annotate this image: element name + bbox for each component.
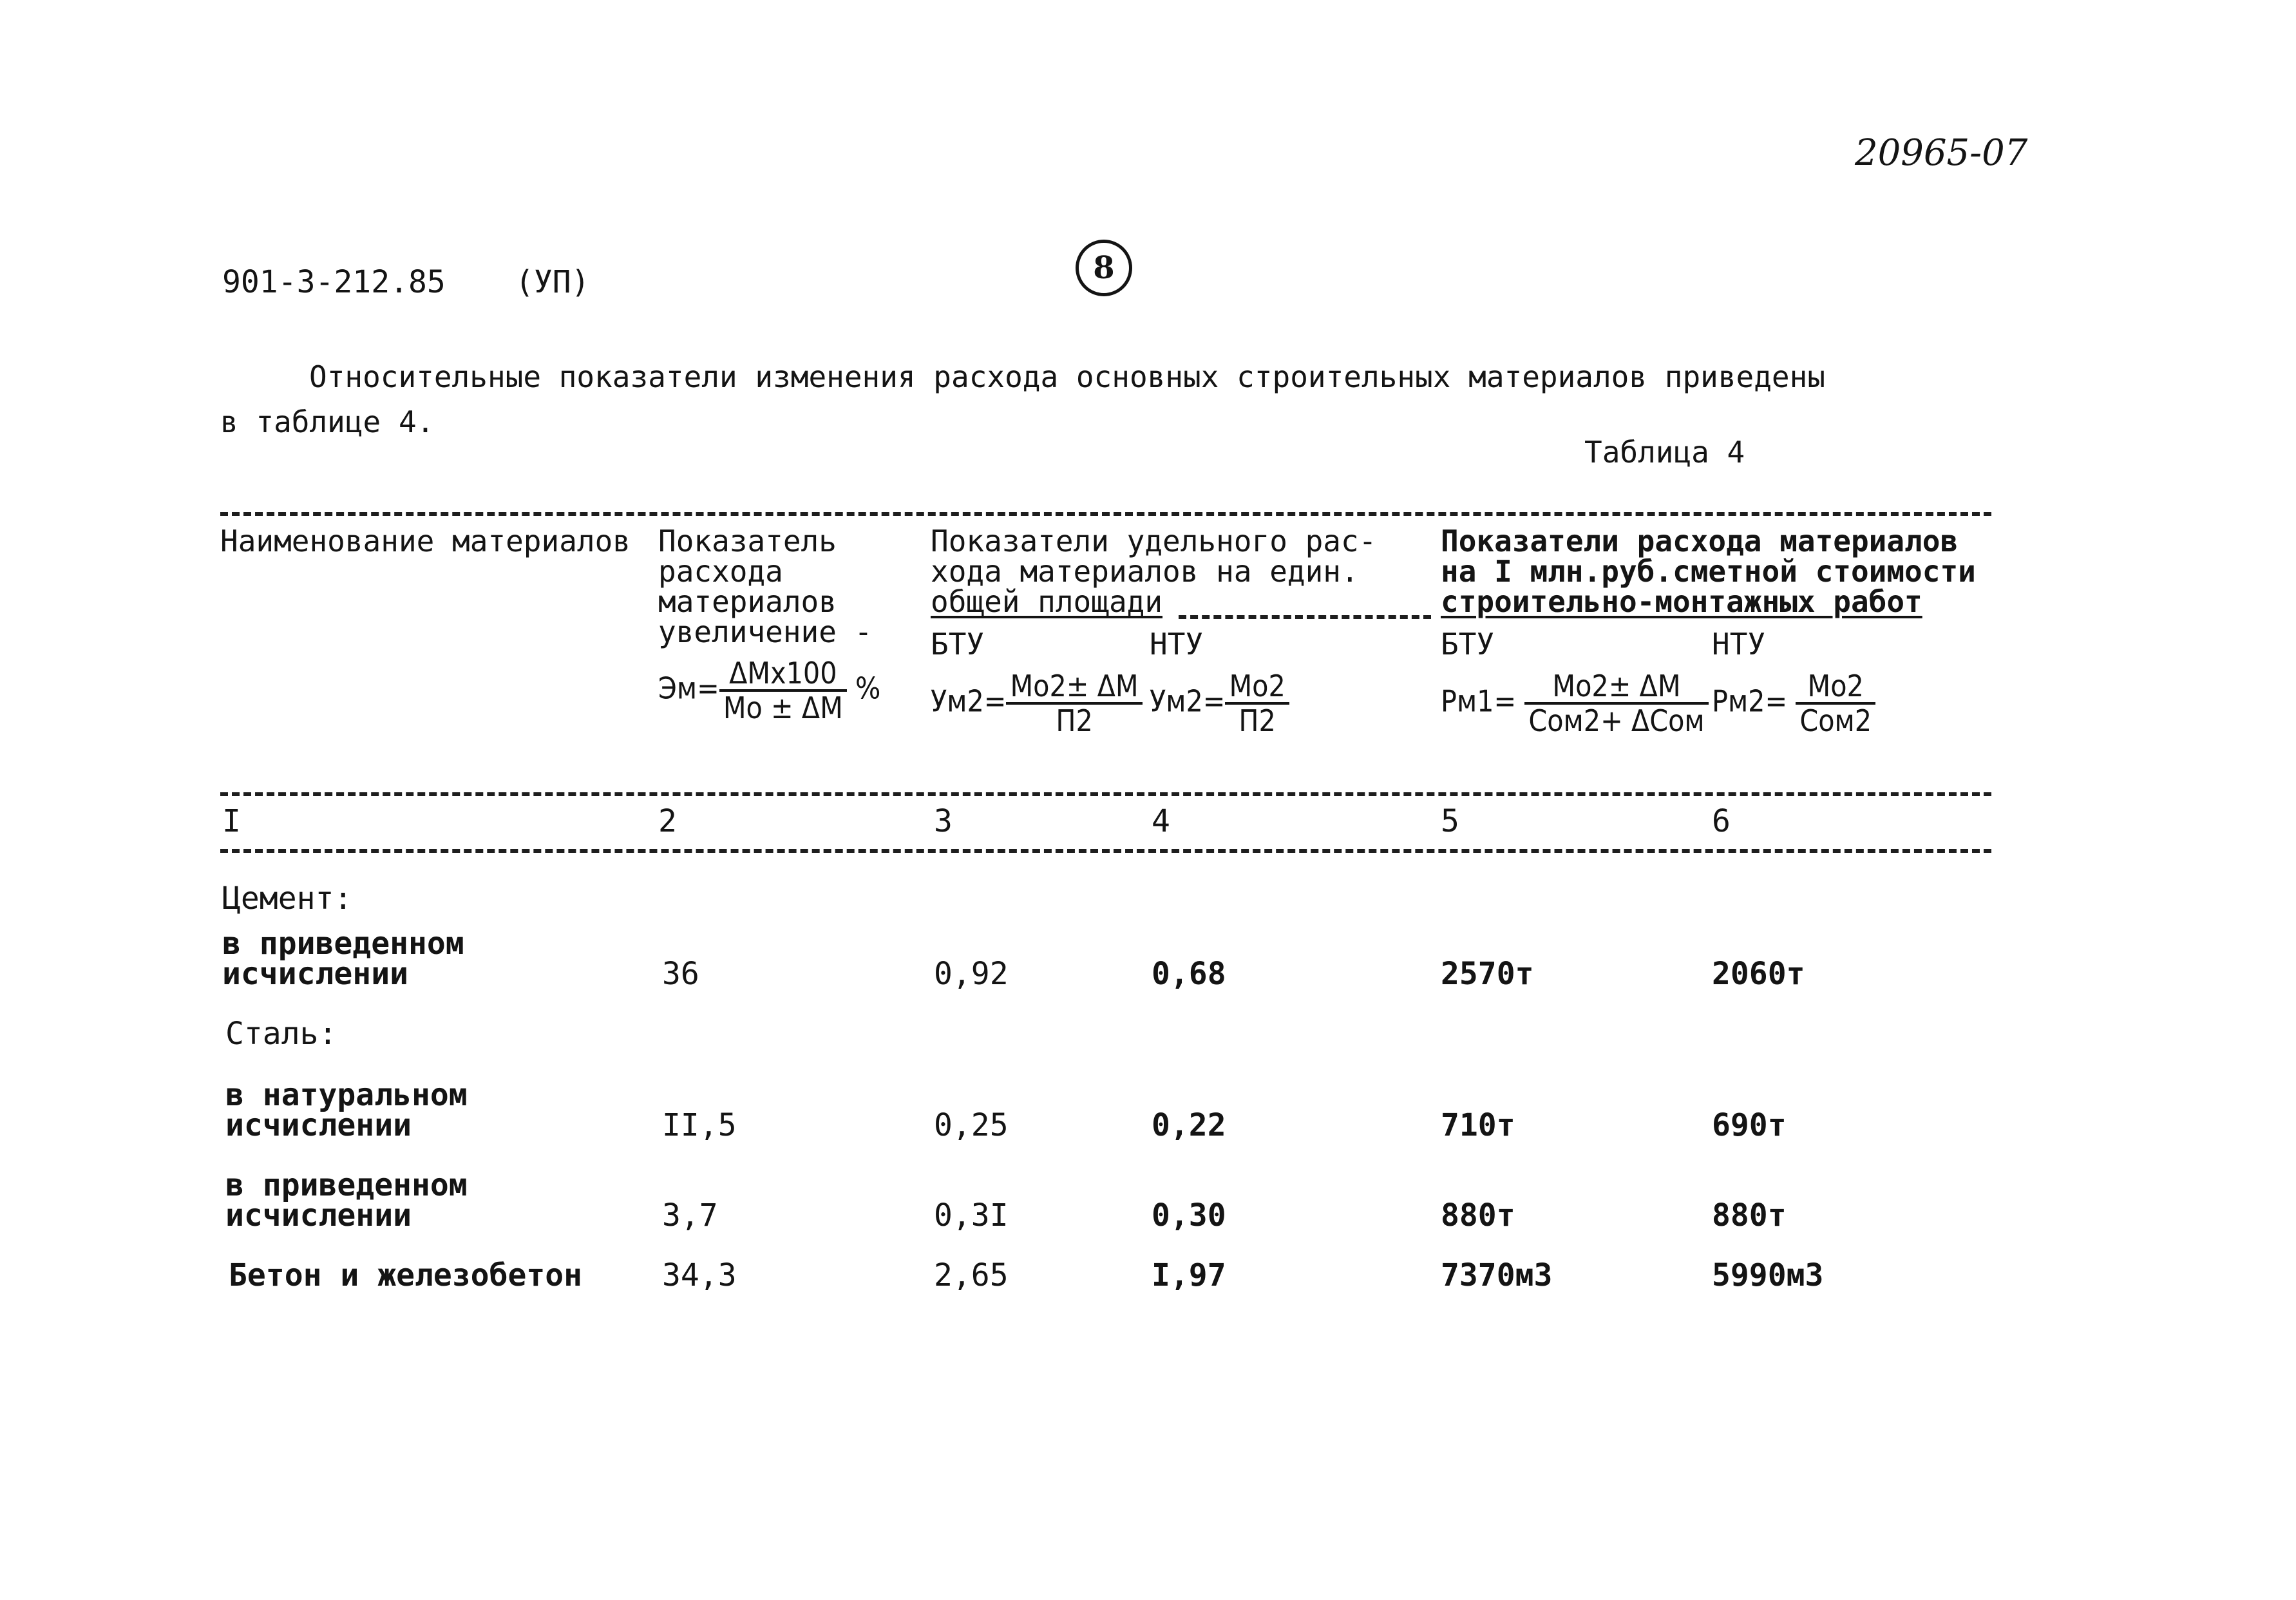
header-col2-line2: расхода — [658, 554, 783, 589]
formula-fraction — [1225, 670, 1289, 737]
row4-col5: 7370м3 — [1441, 1257, 1553, 1293]
formula-lhs: Рм1= — [1441, 683, 1517, 719]
column-number-5: 5 — [1441, 803, 1459, 839]
row2-col2: II,5 — [662, 1107, 737, 1143]
formula-fraction — [1796, 670, 1875, 737]
row4-name: Бетон и железобетон — [229, 1257, 583, 1293]
row3-col3: 0,3I — [934, 1197, 1009, 1233]
document-series: (УП) — [515, 264, 590, 300]
column-number-2: 2 — [658, 803, 677, 839]
row1-col3: 0,92 — [934, 956, 1009, 992]
row4-col6: 5990м3 — [1712, 1257, 1824, 1293]
header-col56-line2: на I млн.руб.сметной стоимости — [1441, 554, 1976, 589]
formula-numerator: ΔМx100 — [719, 657, 847, 692]
header-col3-formula — [931, 670, 1143, 737]
header-col5-sub: БТУ — [1441, 627, 1495, 662]
row2-col3: 0,25 — [934, 1107, 1009, 1143]
row3-col6: 880т — [1712, 1197, 1787, 1233]
header-col5-formula — [1441, 670, 1709, 737]
table-top-rule — [220, 512, 1991, 516]
row4-col4: I,97 — [1152, 1257, 1226, 1293]
row2-name-line2: исчислении — [225, 1107, 412, 1143]
row2-col6: 690т — [1712, 1107, 1787, 1143]
column-number-6: 6 — [1712, 803, 1731, 839]
formula-fraction — [1524, 670, 1708, 737]
row3-col4: 0,30 — [1152, 1197, 1226, 1233]
handwritten-document-number: 20965-07 — [1855, 132, 2028, 174]
row1-col6: 2060т — [1712, 956, 1805, 992]
row1-name-line2: исчислении — [222, 956, 408, 992]
row3-col2: 3,7 — [662, 1197, 718, 1233]
header-col6-formula — [1712, 670, 1875, 737]
formula-denominator: П2 — [1238, 703, 1276, 738]
formula-denominator: Мо ± ΔМ — [723, 690, 843, 725]
row1-name-line1: в приведенном — [222, 926, 464, 962]
header-col56-line1: Показатели расхода материалов — [1441, 524, 1959, 558]
header-col4-formula — [1150, 670, 1289, 737]
row1-col5: 2570т — [1441, 956, 1534, 992]
row4-col2: 34,3 — [662, 1257, 737, 1293]
row3-col5: 880т — [1441, 1197, 1515, 1233]
formula-percent: % — [855, 671, 881, 706]
header-col2-line1: Показатель — [658, 524, 837, 558]
header-col3-sub: БТУ — [931, 627, 985, 662]
header-col6-sub: НТУ — [1712, 627, 1766, 662]
row3-name-line1: в приведенном — [225, 1167, 468, 1203]
formula-lhs: Рм2= — [1712, 683, 1788, 719]
formula-lhs: Ум2= — [1150, 683, 1226, 719]
formula-fraction — [1006, 670, 1142, 737]
header-col34-underline — [1179, 615, 1431, 619]
formula-fraction — [719, 657, 847, 724]
header-col2-line3: материалов — [658, 584, 837, 619]
header-col56-line3: строительно-монтажных работ — [1441, 584, 1922, 619]
header-col2-formula — [658, 657, 880, 724]
row3-name-line2: исчислении — [225, 1197, 412, 1233]
header-col34-line3: общей площади — [931, 584, 1163, 619]
formula-numerator: Мо2 — [1796, 670, 1875, 705]
row1-col4: 0,68 — [1152, 956, 1226, 992]
header-col34-line2: хода материалов на един. — [931, 554, 1359, 589]
header-col2-line4: увеличение - — [658, 614, 873, 649]
header-col34-line1: Показатели удельного рас- — [931, 524, 1377, 558]
row2-name-line1: в натуральном — [225, 1077, 468, 1113]
document-code: 901-3-212.85 — [222, 264, 446, 300]
formula-denominator: Сом2 — [1799, 703, 1872, 738]
column-number-4: 4 — [1152, 803, 1170, 839]
formula-lhs: Эм= — [658, 671, 719, 706]
header-col1-name: Наименование материалов — [220, 524, 631, 558]
column-number-1: I — [222, 803, 241, 839]
row2-col4: 0,22 — [1152, 1107, 1226, 1143]
column-numbers-bottom-rule — [220, 849, 1991, 853]
formula-lhs: Ум2= — [931, 683, 1007, 719]
formula-denominator: П2 — [1056, 703, 1093, 738]
column-number-3: 3 — [934, 803, 953, 839]
intro-text-line-2: в таблице 4. — [220, 405, 435, 439]
formula-denominator: Сом2+ ΔСом — [1528, 703, 1705, 738]
formula-numerator: Мо2± ΔМ — [1006, 670, 1142, 705]
section-steel: Сталь: — [225, 1016, 337, 1052]
row1-col2: 36 — [662, 956, 699, 992]
page-number-badge: 8 — [1076, 240, 1132, 296]
section-cement: Цемент: — [222, 881, 353, 917]
row4-col3: 2,65 — [934, 1257, 1009, 1293]
row2-col5: 710т — [1441, 1107, 1515, 1143]
formula-numerator: Мо2 — [1225, 670, 1289, 705]
header-col4-sub: НТУ — [1150, 627, 1204, 662]
formula-numerator: Мо2± ΔМ — [1524, 670, 1708, 705]
table-title: Таблица 4 — [1584, 435, 1745, 470]
intro-text-line-1: Относительные показатели изменения расхода основных строительных материалов приведены — [309, 359, 1826, 394]
column-numbers-top-rule — [220, 792, 1991, 796]
